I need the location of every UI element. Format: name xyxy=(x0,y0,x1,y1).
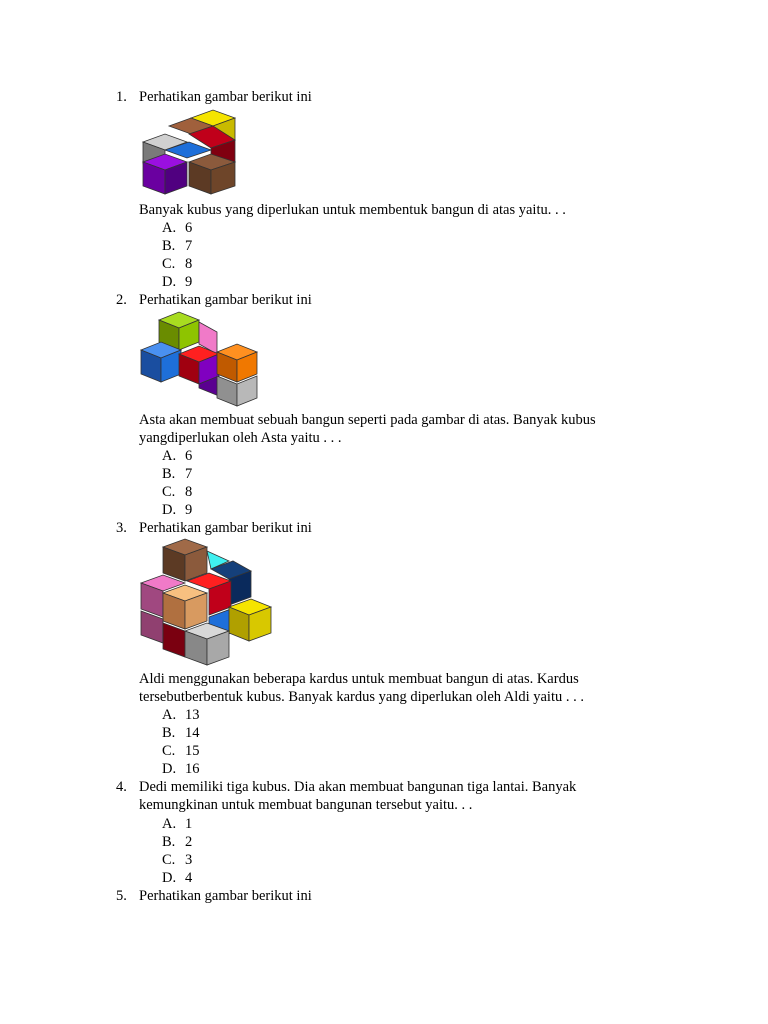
option-value: 8 xyxy=(185,256,193,272)
option-value: 7 xyxy=(185,466,193,482)
option-value: 16 xyxy=(185,761,200,777)
option-letter: D. xyxy=(162,274,177,290)
option-letter: B. xyxy=(162,834,176,850)
option-letter: B. xyxy=(162,238,176,254)
option-value: 14 xyxy=(185,725,200,741)
option-letter: D. xyxy=(162,502,177,518)
option-letter: C. xyxy=(162,852,176,868)
option-letter: D. xyxy=(162,761,177,777)
question-prompt: kemungkinan untuk membuat bangunan tersebut yaitu. . . xyxy=(139,797,473,813)
question-number: 1. xyxy=(116,89,127,105)
option-letter: D. xyxy=(162,870,177,886)
option-letter: B. xyxy=(162,466,176,482)
question-prompt: Perhatikan gambar berikut ini xyxy=(139,89,312,105)
option-letter: B. xyxy=(162,725,176,741)
option-value: 9 xyxy=(185,502,193,518)
option-value: 15 xyxy=(185,743,200,759)
option-value: 3 xyxy=(185,852,193,868)
question-prompt: Dedi memiliki tiga kubus. Dia akan membuat bangunan tiga lantai. Banyak xyxy=(139,779,577,795)
question-prompt: Perhatikan gambar berikut ini xyxy=(139,520,312,536)
option-letter: C. xyxy=(162,256,176,272)
question-number: 5. xyxy=(116,888,127,904)
question-number: 4. xyxy=(116,779,127,795)
option-value: 9 xyxy=(185,274,193,290)
option-value: 1 xyxy=(185,816,193,832)
cube-stack-icon xyxy=(139,537,273,669)
question-text: Banyak kubus yang diperlukan untuk membentuk bangun di atas yaitu. . . xyxy=(139,202,566,218)
option-value: 6 xyxy=(185,448,193,464)
option-letter: C. xyxy=(162,484,176,500)
question-text: yangdiperlukan oleh Asta yaitu . . . xyxy=(139,430,342,446)
question-number: 2. xyxy=(116,292,127,308)
option-value: 4 xyxy=(185,870,193,886)
option-letter: A. xyxy=(162,816,177,832)
question-text: Aldi menggunakan beberapa kardus untuk membuat bangun di atas. Kardus xyxy=(139,671,579,687)
option-value: 7 xyxy=(185,238,193,254)
option-value: 2 xyxy=(185,834,193,850)
question-number: 3. xyxy=(116,520,127,536)
option-value: 6 xyxy=(185,220,193,236)
question-text: Asta akan membuat sebuah bangun seperti pada gambar di atas. Banyak kubus xyxy=(139,412,596,428)
cube-stack-icon xyxy=(139,310,261,408)
option-letter: C. xyxy=(162,743,176,759)
question-prompt: Perhatikan gambar berikut ini xyxy=(139,888,312,904)
question-text: tersebutberbentuk kubus. Banyak kardus yang diperlukan oleh Aldi yaitu . . . xyxy=(139,689,584,705)
cube-stack-icon xyxy=(139,106,239,198)
option-letter: A. xyxy=(162,448,177,464)
option-value: 13 xyxy=(185,707,200,723)
option-letter: A. xyxy=(162,707,177,723)
question-prompt: Perhatikan gambar berikut ini xyxy=(139,292,312,308)
option-letter: A. xyxy=(162,220,177,236)
option-value: 8 xyxy=(185,484,193,500)
